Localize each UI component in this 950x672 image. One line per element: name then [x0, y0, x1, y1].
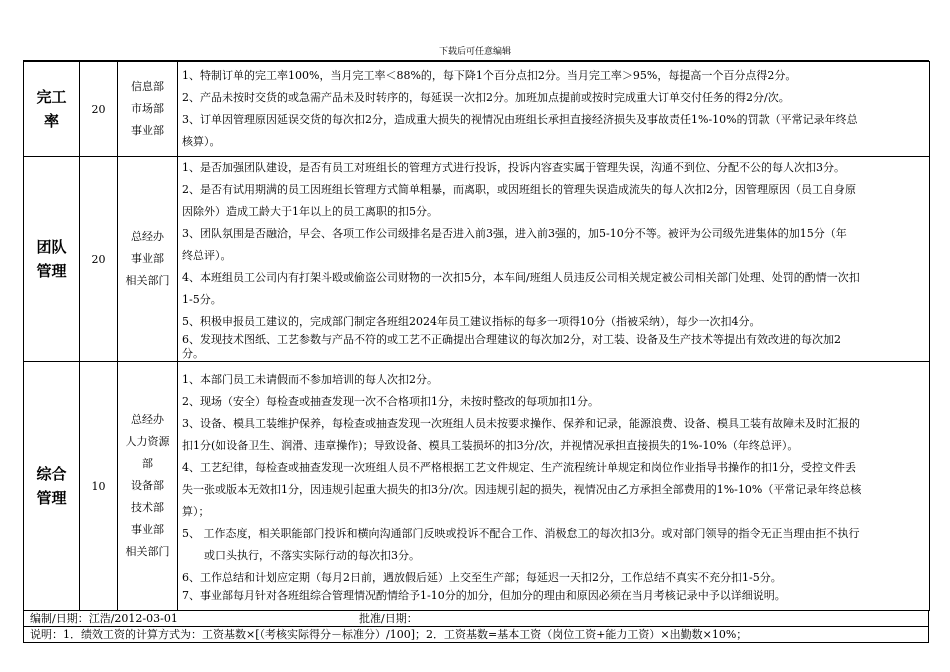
assessment-sheet [23, 60, 929, 643]
department-label: 总经办 [131, 413, 164, 426]
criteria-line: 1、本部门员工未请假而不参加培训的每人次扣2分。 [182, 373, 438, 386]
criteria-line: 算）； [182, 505, 210, 518]
header-note: 下载后可任意编辑 [438, 47, 511, 57]
department-label: 事业部 [131, 252, 164, 265]
criteria-line: 1、是否加强团队建设，是否有员工对班组长的管理方式进行投诉，投诉内容查实属于管理失误，沟通不到位、分配不公的每人次扣3分。 [182, 161, 845, 174]
criteria-line: 或口头执行，不落实实际行动的每次扣3分。 [204, 549, 420, 562]
department-label: 设备部 [131, 479, 164, 492]
calculation-note: 说明：1．绩效工资的计算方式为：工资基数×[（考核实际得分－标准分）/100]；2．工资基数=基本工资（岗位工资+能力工资）×出勤数×10%； [30, 628, 748, 641]
department-cell [118, 62, 178, 157]
category-cell [24, 362, 80, 611]
criteria-line: 2、现场（安全）每检查或抽查发现一次不合格项扣1分，未按时整改的每项加扣1分。 [182, 395, 599, 408]
category-label: 综合 [36, 465, 67, 483]
criteria-line: 3、团队氛围是否融洽，早会、各项工作公司级排名是否进入前3强，进入前3强的，加5-10分不等。被评为公司级先进集体的加15分（年 [182, 227, 847, 240]
criteria-line: 3、订单因管理原因延误交货的每次扣2分，造成重大损失的视情况由班组长承担直接经济损失及事故责任1%-10%的罚款（平常记录年终总 [182, 113, 858, 126]
criteria-line: 7、事业部每月针对各班组综合管理情况酌情给予1-10分的加分，但加分的理由和原因必须在当月考核记录中予以详细说明。 [182, 589, 786, 602]
criteria-line: 分。 [182, 347, 204, 360]
category-cell [24, 157, 80, 362]
criteria-line: 3、设备、模具工装维护保养，每检查或抽查发现一次班组人员未按要求操作、保养和记录，能源浪费、设备、模具工装有故障未及时汇报的 [182, 417, 860, 430]
department-label: 相关部门 [125, 274, 170, 287]
category-label: 管理 [36, 262, 67, 280]
department-cell [118, 362, 178, 611]
department-label: 人力资源 [125, 435, 170, 448]
criteria-line: 失一张或版本无效扣1分，因违规引起重大损失的扣3分/次。因违规引起的损失，视情况由乙方承担全部费用的1%-10%（平常记录年终总核 [182, 483, 862, 496]
score-cell: 20 [80, 62, 118, 157]
category-label: 团队 [36, 238, 67, 256]
criteria-line: 6、发现技术图纸、工艺参数与产品不符的或工艺不正确提出合理建议的每次加2分，对工装、设备及生产技术等提出有效改进的每次加2 [182, 333, 841, 346]
criteria-line: 4、本班组员工公司内有打架斗殴或偷盗公司财物的一次扣5分，本车间/班组人员违反公司相关规定被公司相关部门处理、处罚的酌情一次扣 [182, 271, 860, 284]
criteria-line: 4、工艺纪律，每检查或抽查发现一次班组人员不严格根据工艺文件规定、生产流程统计单规定和岗位作业指导书操作的扣1分，受控文件丢 [182, 461, 856, 474]
department-label: 总经办 [131, 230, 164, 243]
category-label: 率 [43, 112, 59, 130]
table-row-completion-rate [24, 62, 930, 157]
department-label: 事业部 [131, 124, 164, 137]
criteria-line: 2、是否有试用期满的员工因班组长管理方式简单粗暴，而离职，或因班组长的管理失误造成流失的每人次扣2分，因管理原因（员工自身原 [182, 183, 856, 196]
criteria-line: 6、工作总结和计划应定期（每月2日前，遇放假后延）上交至生产部；每延迟一天扣2分，工作总结不真实不充分扣1-5分。 [182, 571, 782, 584]
score-cell: 20 [80, 157, 118, 362]
criteria-cell [178, 62, 930, 157]
department-label: 事业部 [131, 523, 164, 536]
criteria-cell [178, 362, 930, 611]
criteria-line: 1-5分。 [182, 293, 222, 306]
category-label: 完工 [36, 88, 67, 106]
assessment-table [23, 61, 930, 611]
department-label: 信息部 [131, 80, 164, 93]
table-row-general-management [24, 362, 930, 611]
criteria-line: 5、 工作态度，相关职能部门投诉和横向沟通部门反映或投诉不配合工作、消极怠工的每次扣3分。或对部门领导的指令无正当理由拒不执行 [182, 527, 860, 540]
department-label: 技术部 [131, 501, 164, 514]
criteria-cell [178, 157, 930, 362]
criteria-line: 因除外）造成工龄大于1年以上的员工离职的扣5分。 [182, 205, 438, 218]
criteria-line: 1、特制订单的完工率100%，当月完工率＜88%的，每下降1个百分点扣2分。当月完工率＞95%，每提高一个百分点得2分。 [182, 69, 797, 82]
signature-row [23, 611, 929, 627]
criteria-line: 扣1分(如设备卫生、润滑、违章操作)；导致设备、模具工装损坏的扣3分/次，并视情况承担直接损失的1%-10%（年终总评）。 [182, 439, 799, 452]
department-label: 相关部门 [125, 545, 170, 558]
table-row-team-management [24, 157, 930, 362]
criteria-line: 2、产品未按时交货的或急需产品未及时转序的，每延误一次扣2分。加班加点提前或按时完成重大订单交付任务的得2分/次。 [182, 91, 790, 104]
criteria-line: 5、积极申报员工建议的，完成部门制定各班组2024年员工建议指标的每多一项得10分（指被采纳），每少一次扣4分。 [182, 315, 761, 328]
prepared-by: 编制/日期：江浩/2012-03-01 [30, 612, 178, 625]
category-label: 管理 [36, 489, 67, 507]
notes-row [23, 627, 929, 643]
department-label: 市场部 [131, 102, 164, 115]
category-cell [24, 62, 80, 157]
approved-by: 批准/日期： [359, 612, 418, 625]
department-label: 部 [142, 457, 153, 470]
criteria-line: 终总评）。 [182, 249, 232, 262]
department-cell [118, 157, 178, 362]
criteria-line: 核算）。 [182, 135, 221, 148]
score-cell: 10 [80, 362, 118, 611]
